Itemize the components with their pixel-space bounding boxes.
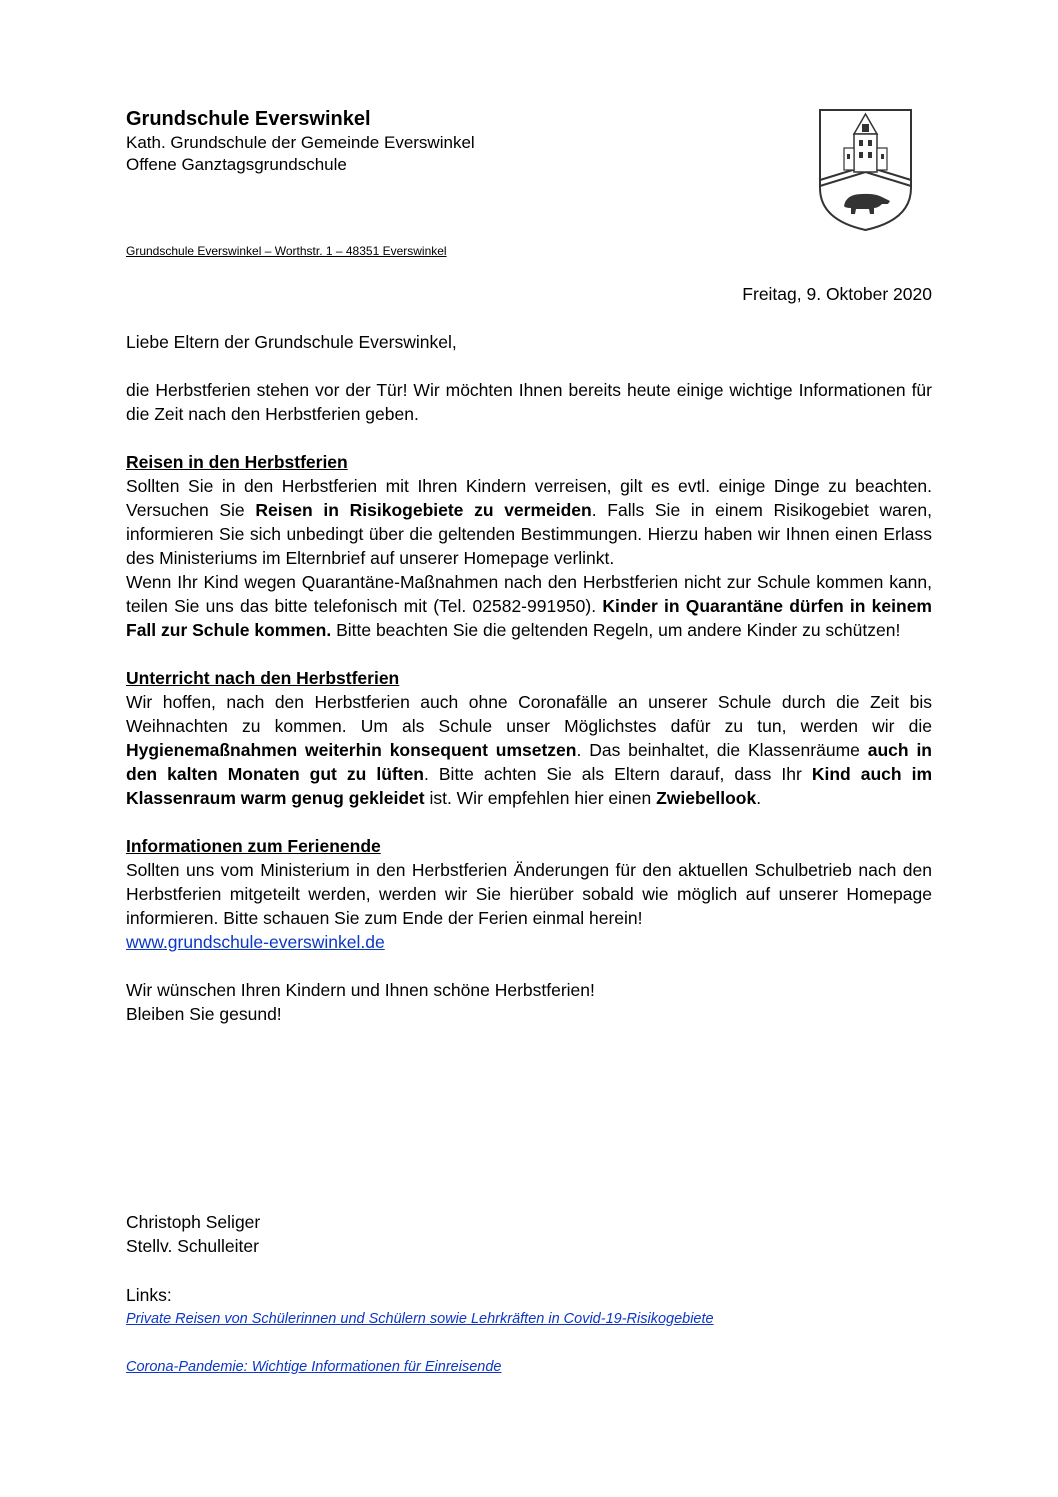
greeting: Liebe Eltern der Grundschule Everswinkel, (126, 332, 457, 352)
closing-wishes: Wir wünschen Ihren Kindern und Ihnen schöne Herbstferien! (126, 980, 595, 1000)
travel-paragraph-2: Wenn Ihr Kind wegen Quarantäne-Maßnahmen nach den Herbstferien nicht zur Schule kommen kann, teilen Sie uns das bitte telefonisch mit (Tel. 02582-991950). Kinder in Quarantäne dürfen in keinem Fall zur Schule kommen. Bitte beachten Sie die geltenden Regeln, um andere Kinder zu schützen! (126, 572, 932, 640)
intro-paragraph: die Herbstferien stehen vor der Tür! Wir möchten Ihnen bereits heute einige wichtige Informationen für die Zeit nach den Herbstferien geben. (126, 380, 932, 424)
travel-paragraph-1: Sollten Sie in den Herbstferien mit Ihren Kindern verreisen, gilt es evtl. einige Dinge zu beachten. Versuchen Sie Reisen in Risikogebiete zu vermeiden. Falls Sie in einem Risikogebiet waren, informieren Sie sich unbedingt über die geltenden Bestimmungen. Hierzu haben wir Ihnen einen Erlass des Ministeriums im Elternbrief auf unserer Homepage verlinkt. (126, 476, 932, 568)
school-type: Offene Ganztagsgrundschule (126, 155, 347, 174)
closing-health: Bleiben Sie gesund! (126, 1004, 282, 1024)
holiday-end-paragraph: Sollten uns vom Ministerium in den Herbstferien Änderungen für den aktuellen Schulbetrieb nach den Herbstferien mitgeteilt werden, werden wir Sie hierüber sobald wie möglich auf unserer Homepage informieren. Bitte schauen Sie zum Ende der Ferien einmal herein! (126, 860, 932, 928)
travel-regulation-link[interactable]: Private Reisen von Schülerinnen und Schülern sowie Lehrkräften in Covid-19-Risikogebiete (126, 1311, 714, 1327)
links-label: Links: (126, 1285, 172, 1305)
signer-name: Christoph Seliger (126, 1212, 261, 1232)
letter-body (126, 330, 932, 1026)
lessons-paragraph: Wir hoffen, nach den Herbstferien auch ohne Coronafälle an unserer Schule durch die Zeit bis Weihnachten zu kommen. Um als Schule unser Möglichstes dafür zu tun, werden wir die Hygienemaßnahmen weiterhin konsequent umsetzen. Das beinhaltet, die Klassenräume auch in den kalten Monaten gut zu lüften. Bitte achten Sie als Eltern darauf, dass Ihr Kind auch im Klassenraum warm genug gekleidet ist. Wir empfehlen hier einen Zwiebellook. (126, 692, 933, 808)
school-subtitle: Kath. Grundschule der Gemeinde Everswinkel (126, 133, 475, 152)
section-heading-lessons: Unterricht nach den Herbstferien (126, 668, 400, 688)
section-heading-travel: Reisen in den Herbstferien (126, 452, 348, 472)
homepage-link[interactable]: www.grundschule-everswinkel.de (126, 932, 385, 952)
signer-role: Stellv. Schulleiter (126, 1236, 259, 1256)
links-block (126, 1283, 714, 1379)
church-boar-crest-icon (818, 108, 913, 232)
letter-date: Freitag, 9. Oktober 2020 (742, 284, 932, 304)
signature-block (126, 1210, 260, 1258)
sender-address: Grundschule Everswinkel – Worthstr. 1 – 48351 Everswinkel (126, 244, 447, 258)
school-name: Grundschule Everswinkel (126, 108, 371, 130)
section-heading-holiday-end: Informationen zum Ferienende (126, 836, 381, 856)
entry-information-link[interactable]: Corona-Pandemie: Wichtige Informationen für Einreisende (126, 1359, 502, 1375)
